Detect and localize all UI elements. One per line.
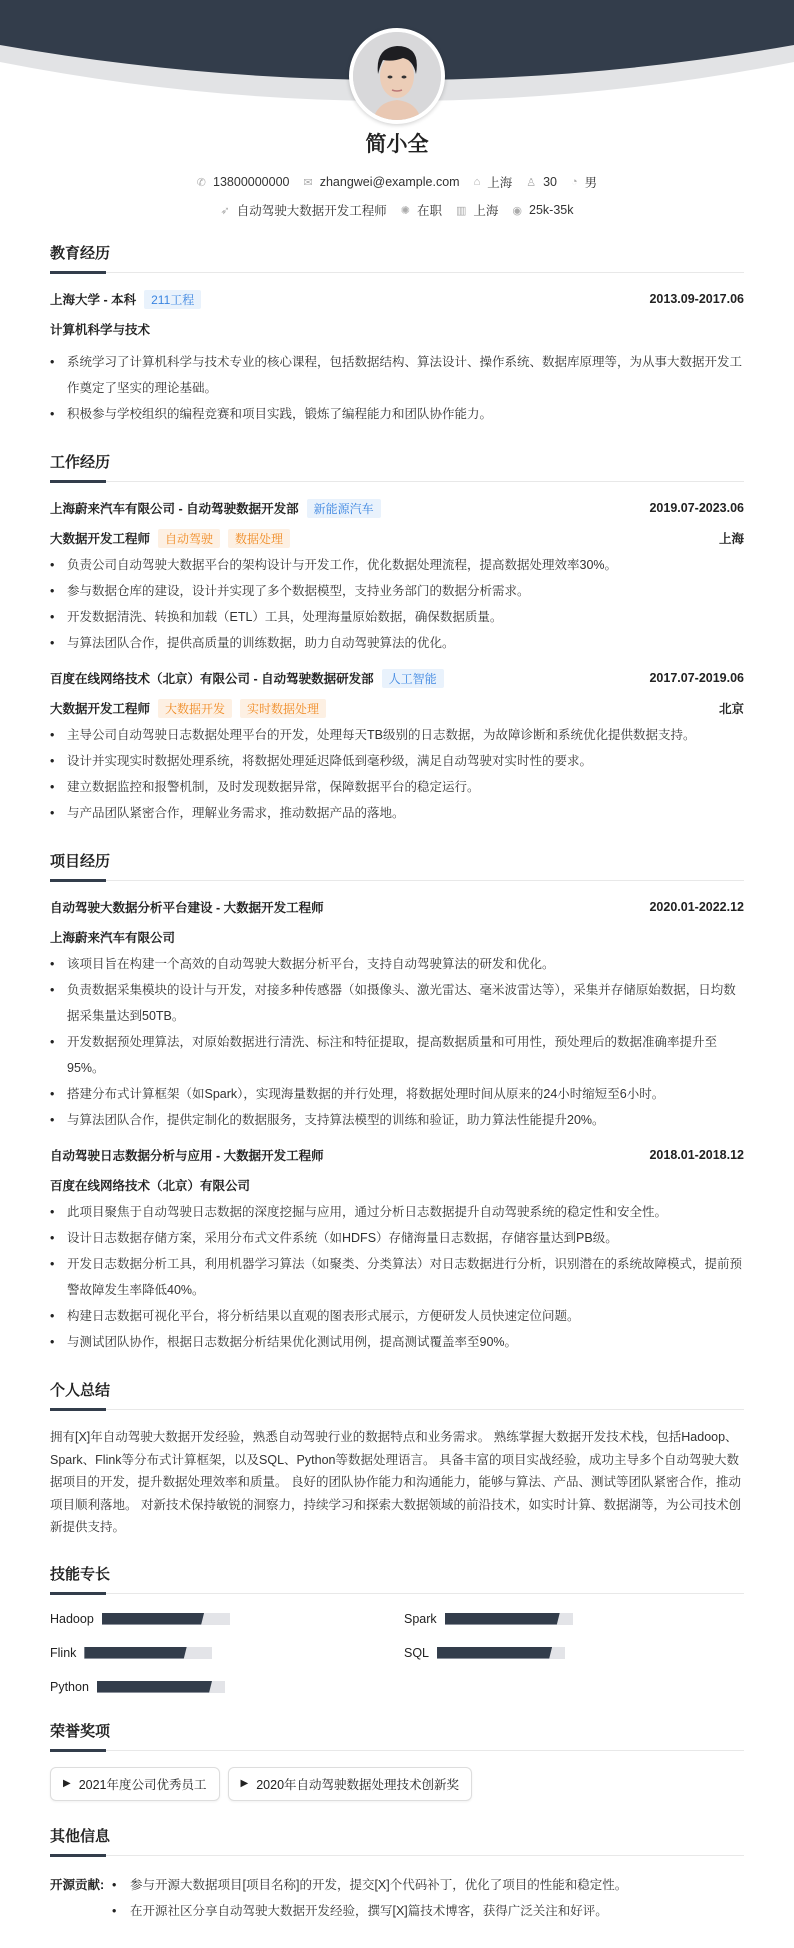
gender: 男 <box>584 176 598 190</box>
resume-body <box>50 242 744 1948</box>
major-row <box>50 319 744 339</box>
section-title: 荣誉奖项 <box>50 1720 744 1751</box>
bullet: • 与测试团队协作，根据日志数据分析结果优化测试用例，提高测试覆盖率至90%。 <box>50 1329 744 1355</box>
project-row <box>50 1145 744 1165</box>
project-company-row <box>50 927 744 947</box>
city: 上海 <box>718 532 744 546</box>
role: 大数据开发工程师 <box>50 532 151 546</box>
company-row <box>50 498 744 518</box>
bullet: • 建立数据监控和报警机制，及时发现数据异常，保障数据平台的稳定运行。 <box>50 774 744 800</box>
age: 30 <box>543 175 558 189</box>
salary-icon: ◉ <box>512 204 522 217</box>
bullet: • 与算法团队合作，提供定制化的数据服务，支持算法模型的训练和验证，助力算法性能提升20%。 <box>50 1107 744 1133</box>
bullet: • 与产品团队紧密合作，理解业务需求，推动数据产品的落地。 <box>50 800 744 826</box>
work-section <box>50 451 744 826</box>
project-entry <box>50 897 744 1133</box>
skill-item <box>50 1610 404 1628</box>
building-icon: ▥ <box>455 204 467 217</box>
awards-section <box>50 1720 744 1801</box>
bullet: • 负责公司自动驾驶大数据平台的架构设计与开发工作，优化数据处理流程，提高数据处理效率30%。 <box>50 552 744 578</box>
avatar <box>349 28 445 124</box>
project-title: 自动驾驶大数据分析平台建设 - 大数据开发工程师 <box>50 901 324 915</box>
bullet: • 开发数据预处理算法，对原始数据进行清洗、标注和特征提取，提高数据质量和可用性，预处理后的数据准确率提升至95%。 <box>50 1029 744 1081</box>
bullet-list <box>112 1872 744 1924</box>
email: zhangwei@example.com <box>319 175 460 189</box>
role-tag: 实时数据处理 <box>240 699 326 718</box>
bullet-list <box>50 1199 744 1355</box>
skill-name: Python <box>50 1679 89 1694</box>
date: 2013.09-2017.06 <box>649 292 744 306</box>
awards-list <box>50 1767 744 1801</box>
school: 上海大学 - 本科 <box>50 293 137 307</box>
project-row <box>50 897 744 917</box>
phone: 13800000000 <box>213 175 290 189</box>
other-label: 开源贡献: <box>50 1877 105 1892</box>
section-title: 其他信息 <box>50 1825 744 1856</box>
play-icon: ▶ <box>240 1778 249 1789</box>
section-title: 工作经历 <box>50 451 744 482</box>
section-title: 个人总结 <box>50 1379 744 1410</box>
skill-name: Hadoop <box>50 1611 94 1626</box>
bullet: • 构建日志数据可视化平台，将分析结果以直观的图表形式展示，方便研发人员快速定位问题。 <box>50 1303 744 1329</box>
date: 2017.07-2019.06 <box>649 671 744 685</box>
skill-name: Spark <box>404 1611 437 1626</box>
role-group <box>50 699 326 718</box>
role-tag: 数据处理 <box>228 529 290 548</box>
other-block <box>50 1872 744 1924</box>
project-company-row <box>50 1175 744 1195</box>
job-status: 在职 <box>416 204 442 218</box>
skill-bar <box>84 1647 212 1659</box>
home-icon: ⌂ <box>473 176 481 188</box>
job-intent-row <box>0 201 794 219</box>
skill-bar <box>97 1681 225 1693</box>
date: 2020.01-2022.12 <box>649 900 744 914</box>
bullet: • 开发日志数据分析工具，利用机器学习算法（如聚类、分类算法）对日志数据进行分析，识别潜在的系统故障模式，提前预警故障发生率降低40%。 <box>50 1251 744 1303</box>
bullet: • 设计并实现实时数据处理系统，将数据处理延迟降低到毫秒级，满足自动驾驶对实时性的要求。 <box>50 748 744 774</box>
role-tag: 大数据开发 <box>158 699 232 718</box>
skill-bar-fill <box>84 1647 186 1659</box>
candidate-name: 简小全 <box>365 133 429 156</box>
education-section <box>50 242 744 427</box>
location: 上海 <box>487 176 513 190</box>
target-city: 上海 <box>473 204 499 218</box>
school-row <box>50 289 744 309</box>
role-tag: 自动驾驶 <box>158 529 220 548</box>
skill-name: Flink <box>50 1645 77 1660</box>
company-row <box>50 668 744 688</box>
skill-bar-fill <box>97 1681 212 1693</box>
award-label: 2020年自动驾驶数据处理技术创新奖 <box>256 1777 460 1792</box>
skill-bar <box>437 1647 565 1659</box>
summary-text: 拥有[X]年自动驾驶大数据开发经验，熟悉自动驾驶行业的数据特点和业务需求。 熟练掌握大数据开发技术栈，包括Hadoop、Spark、Flink等分布式计算框架，以及SQL、Python等数据处理语言。 具备丰富的项目实战经验，成功主导多个自动驾驶大数据项目的开发，提升数据处理效率和质量。 良好的团队协作能力和沟通能力，能够与算法、产品、测试等团队紧密合作，推动项目顺利落地。 对新技术保持敏锐的洞察力，持续学习和探索大数据领域的前沿技术，如实时计算、数据湖等，为公司技术创新提供支持。 <box>50 1430 741 1534</box>
skills-section <box>50 1563 744 1696</box>
skill-bar-fill <box>445 1613 560 1625</box>
award-item <box>228 1767 473 1801</box>
age-icon: ♙ <box>526 176 537 189</box>
bullet: • 与算法团队合作，提供高质量的训练数据，助力自动驾驶算法的优化。 <box>50 630 744 656</box>
date: 2018.01-2018.12 <box>649 1148 744 1162</box>
project-company: 上海蔚来汽车有限公司 <box>50 931 176 945</box>
bullet: • 积极参与学校组织的编程竞赛和项目实践，锻炼了编程能力和团队协作能力。 <box>50 401 744 427</box>
skill-bar <box>102 1613 230 1625</box>
bullet-list <box>50 722 744 826</box>
skill-item <box>50 1678 404 1696</box>
contact-row <box>0 173 794 191</box>
project-entry <box>50 1145 744 1355</box>
skill-item <box>404 1610 744 1628</box>
bullet: • 系统学习了计算机科学与技术专业的核心课程，包括数据结构、算法设计、操作系统、数据库原理等，为从事大数据开发工作奠定了坚实的理论基础。 <box>50 349 744 401</box>
status-icon: ✺ <box>400 204 410 217</box>
role-row <box>50 698 744 718</box>
city: 北京 <box>718 702 744 716</box>
role-group <box>50 529 290 548</box>
bullet: • 在开源社区分享自动驾驶大数据开发经验，撰写[X]篇技术博客，获得广泛关注和好评。 <box>112 1898 744 1924</box>
bullet: • 参与开源大数据项目[项目名称]的开发，提交[X]个代码补丁，优化了项目的性能和稳定性。 <box>112 1872 744 1898</box>
play-icon: ▶ <box>63 1778 71 1789</box>
send-icon: ➶ <box>220 204 230 217</box>
award-item <box>50 1767 220 1801</box>
work-list <box>50 498 744 826</box>
skill-name: SQL <box>404 1645 430 1660</box>
bullet: • 开发数据清洗、转换和加载（ETL）工具，处理海量原始数据，确保数据质量。 <box>50 604 744 630</box>
date: 2019.07-2023.06 <box>649 501 744 515</box>
section-title: 项目经历 <box>50 850 744 881</box>
project-title: 自动驾驶日志数据分析与应用 - 大数据开发工程师 <box>50 1149 324 1163</box>
gender-icon: ◔ <box>571 176 578 188</box>
salary: 25k-35k <box>529 203 574 217</box>
job-target: 自动驾驶大数据开发工程师 <box>236 204 387 218</box>
bullet-list <box>50 349 744 427</box>
section-title: 技能专长 <box>50 1563 744 1594</box>
school-tag: 211工程 <box>144 290 201 309</box>
summary-section <box>50 1379 744 1539</box>
industry-tag: 新能源汽车 <box>307 499 381 518</box>
major: 计算机科学与技术 <box>50 323 151 337</box>
phone-icon: ✆ <box>196 176 207 189</box>
role: 大数据开发工程师 <box>50 702 151 716</box>
company-name: 上海蔚来汽车有限公司 - 自动驾驶数据开发部 <box>50 502 299 516</box>
work-entry <box>50 668 744 826</box>
skill-bar-fill <box>102 1613 204 1625</box>
award-label: 2021年度公司优秀员工 <box>78 1777 207 1792</box>
company-group <box>50 499 381 518</box>
section-title: 教育经历 <box>50 242 744 273</box>
skill-item <box>404 1644 744 1662</box>
bullet: • 搭建分布式计算框架（如Spark），实现海量数据的并行处理，将数据处理时间从原来的24小时缩短至6小时。 <box>50 1081 744 1107</box>
bullet: • 该项目旨在构建一个高效的自动驾驶大数据分析平台，支持自动驾驶算法的研发和优化。 <box>50 951 744 977</box>
work-entry <box>50 498 744 656</box>
other-section <box>50 1825 744 1924</box>
bullet: • 主导公司自动驾驶日志数据处理平台的开发，处理每天TB级别的日志数据，为故障诊断和系统优化提供数据支持。 <box>50 722 744 748</box>
bullet-list <box>50 951 744 1133</box>
skill-bar-fill <box>437 1647 552 1659</box>
skill-bar <box>445 1613 573 1625</box>
skills-grid <box>50 1610 744 1696</box>
role-row <box>50 528 744 548</box>
industry-tag: 人工智能 <box>382 669 444 688</box>
company-group <box>50 669 444 688</box>
project-list <box>50 897 744 1355</box>
bullet: • 此项目聚焦于自动驾驶日志数据的深度挖掘与应用，通过分析日志数据提升自动驾驶系统的稳定性和安全性。 <box>50 1199 744 1225</box>
company-name: 百度在线网络技术（北京）有限公司 - 自动驾驶数据研发部 <box>50 672 374 686</box>
school-group <box>50 290 201 309</box>
bullet: • 设计日志数据存储方案，采用分布式文件系统（如HDFS）存储海量日志数据，存储容量达到PB级。 <box>50 1225 744 1251</box>
skill-item <box>50 1644 404 1662</box>
bullet: • 参与数据仓库的建设，设计并实现了多个数据模型，支持业务部门的数据分析需求。 <box>50 578 744 604</box>
mail-icon: ✉ <box>303 176 313 189</box>
project-company: 百度在线网络技术（北京）有限公司 <box>50 1179 251 1193</box>
bullet-list <box>50 552 744 656</box>
bullet: • 负责数据采集模块的设计与开发，对接多种传感器（如摄像头、激光雷达、毫米波雷达等），采集并存储原始数据，日均数据采集量达到50TB。 <box>50 977 744 1029</box>
projects-section <box>50 850 744 1355</box>
